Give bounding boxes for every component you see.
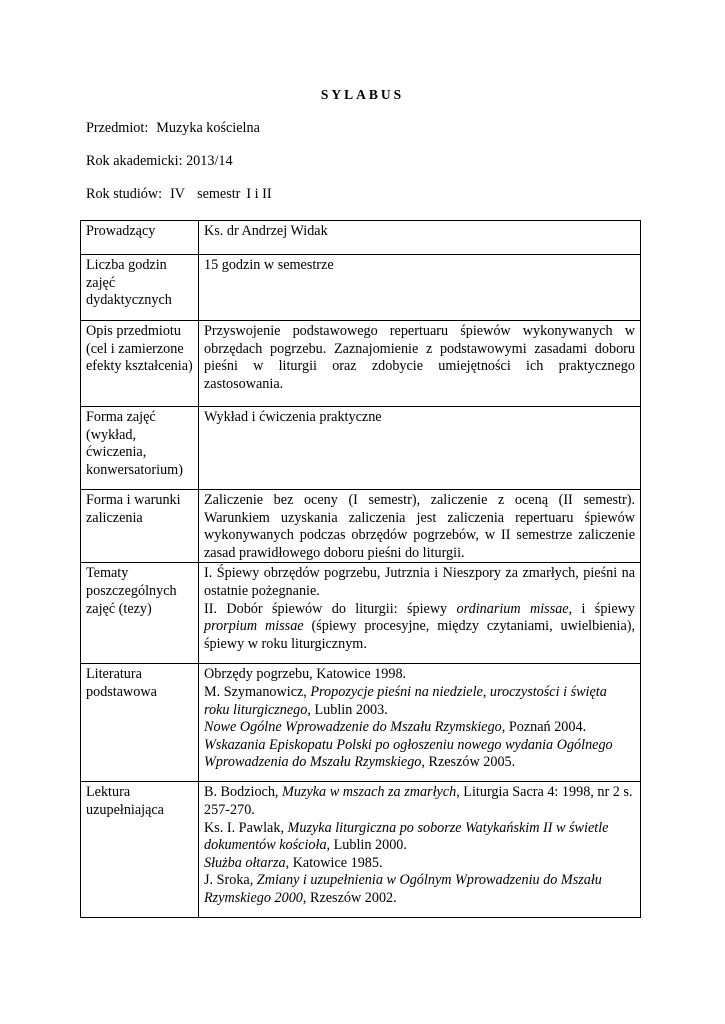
topics-value (199, 563, 641, 664)
literature-item: Nowe Ogólne Wprowadzenie do Mszału Rzymskiego, Poznań 2004. (204, 719, 587, 736)
supplementary-value (199, 782, 641, 918)
literature-value (199, 664, 641, 782)
instructor-label: Prowadzący (81, 221, 199, 255)
description-label: Opis przedmiotu (cel i zamierzone efekty kształcenia) (81, 321, 199, 407)
form-label: Forma zajęć (wykład, ćwiczenia, konwersatorium) (81, 407, 199, 490)
literature-item: Obrzędy pogrzebu, Katowice 1998. (204, 666, 407, 683)
document-title: SYLABUS (320, 87, 405, 102)
hours-label: Liczba godzin zajęć dydaktycznych (81, 255, 199, 321)
table-row (81, 255, 641, 321)
table-row (81, 490, 641, 563)
study-year-label: Rok studiów: (86, 186, 163, 202)
semester-value: I i II (246, 186, 272, 202)
description-value: Przyswojenie podstawowego repertuaru śpiewów wykonywanych w obrzędach pogrzebu. Zaznajomienie z podstawowymi zasadami doboru pieśni w liturgii oraz zdobycie umiejętności ich praktycznego zastosowania. (199, 321, 641, 407)
subject-label: Przedmiot: (86, 120, 149, 136)
supplementary-label: Lektura uzupełniająca (81, 782, 199, 918)
table-row (81, 563, 641, 664)
table-row (81, 321, 641, 407)
supplementary-item: B. Bodzioch, Muzyka w mszach za zmarłych, Liturgia Sacra 4: 1998, nr 2 s. 257-270. (204, 784, 633, 818)
academic-year-value: 2013/14 (186, 153, 233, 169)
instructor-value: Ks. dr Andrzej Widak (199, 221, 641, 255)
syllabus-table (80, 220, 641, 918)
semester-label: semestr (197, 186, 241, 202)
academic-year-line (86, 153, 233, 171)
topic-1: I. Śpiewy obrzędów pogrzebu, Jutrznia i Nieszpory za zmarłych, pieśni na ostatnie pożegnanie. (204, 565, 635, 599)
subject-line (86, 120, 260, 138)
subject-value: Muzyka kościelna (156, 120, 260, 136)
literature-item: M. Szymanowicz, Propozycje pieśni na niedziele, uroczystości i święta roku liturgicznego, Lublin 2003. (204, 683, 607, 718)
literature-item: Wskazania Episkopatu Polski po ogłoszeniu nowego wydania Ogólnego Wprowadzenia do Mszału Rzymskiego, Rzeszów 2005. (204, 736, 613, 771)
literature-label: Literatura podstawowa (81, 664, 199, 782)
study-year-line (86, 186, 272, 204)
supplementary-item: Służba ołtarza, Katowice 1985. (204, 854, 383, 871)
assessment-label: Forma i warunki zaliczenia (81, 490, 199, 563)
supplementary-item: Ks. I. Pawlak, Muzyka liturgiczna po soborze Watykańskim II w świetle dokumentów kościoła, Lublin 2000. (204, 819, 609, 854)
topic-2: II. Dobór śpiewów do liturgii: śpiewy ordinarium missae, i śpiewy prorpium missae (śpiewy procesyjne, między czytaniami, uwielbienia), śpiewy w roku liturgicznym. (204, 600, 636, 652)
table-row (81, 664, 641, 782)
table-row (81, 407, 641, 490)
hours-value: 15 godzin w semestrze (199, 255, 641, 321)
supplementary-item: J. Sroka, Zmiany i uzupełnienia w Ogólnym Wprowadzeniu do Mszału Rzymskiego 2000, Rzeszów 2002. (204, 872, 602, 906)
study-year-value: IV (170, 186, 186, 202)
form-value: Wykład i ćwiczenia praktyczne (199, 407, 641, 490)
assessment-value: Zaliczenie bez oceny (I semestr), zaliczenie z oceną (II semestr). Warunkiem uzyskania zaliczenia jest zaliczenia repertuaru śpiewów wykonywanych podczas obrzędów pogrzebów, w II semestrze zaliczenie zasad prawidłowego doboru pieśni do liturgii. (199, 490, 641, 563)
table-row (81, 782, 641, 918)
academic-year-label: Rok akademicki: (86, 153, 183, 169)
topics-label: Tematy poszczególnych zajęć (tezy) (81, 563, 199, 664)
table-row (81, 221, 641, 255)
